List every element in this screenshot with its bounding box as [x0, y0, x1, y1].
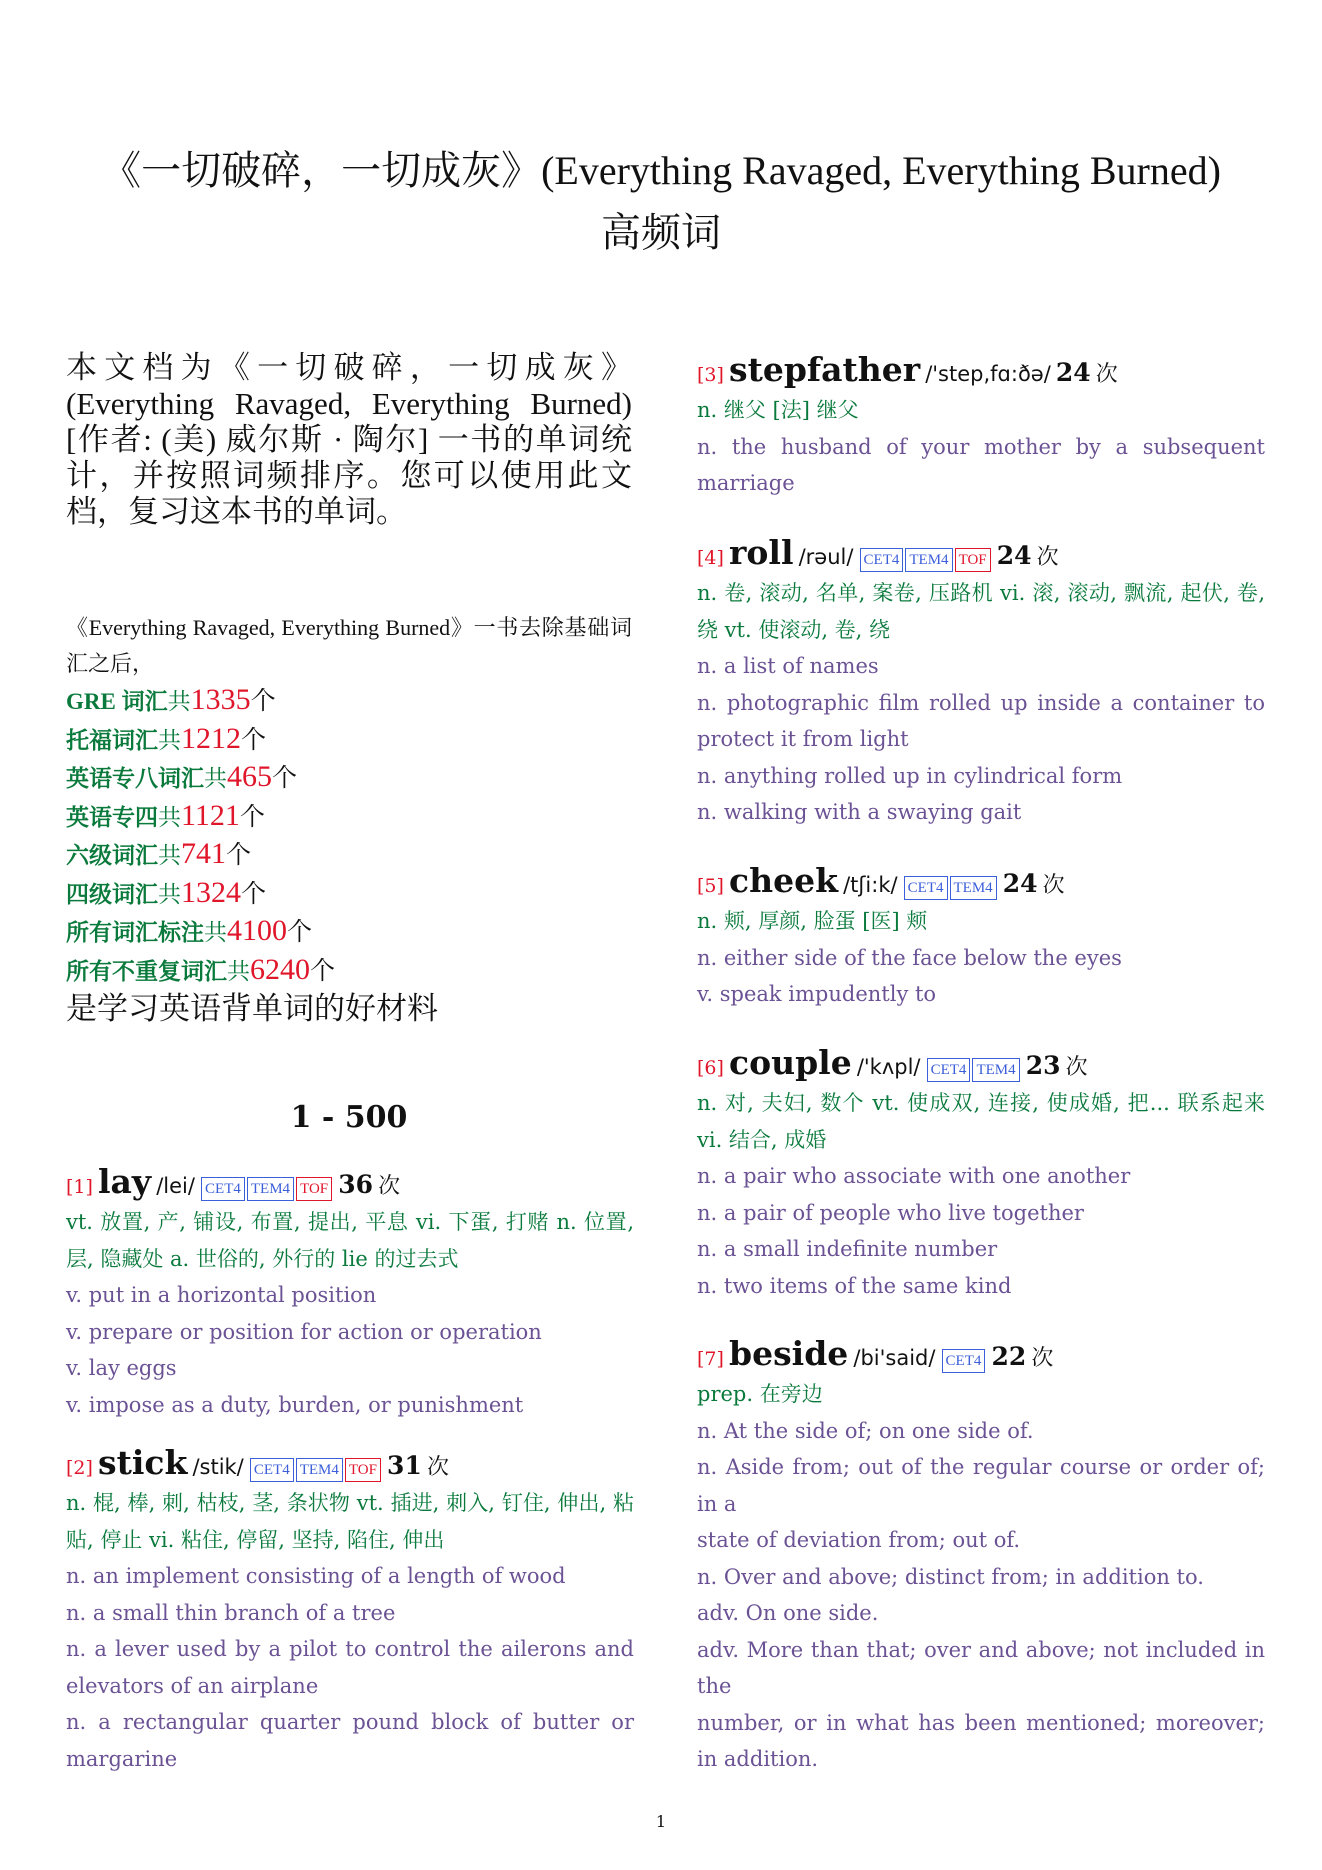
entry-phonetic: /'step,fɑ:ðə/: [925, 362, 1051, 386]
stat-all-unique: 所有不重复词汇共6240个: [66, 952, 336, 986]
stat-gre: GRE 词汇共1335个: [66, 683, 276, 716]
word-entry: [66, 1160, 634, 1423]
title-line-2: 高频词: [601, 210, 721, 255]
entry-count: 24: [1002, 869, 1038, 898]
stat-toefl: 托福词汇共1212个: [66, 721, 267, 755]
entry-word: beside: [729, 1334, 849, 1373]
entry-count: 22: [991, 1342, 1027, 1371]
entry-count: 36: [338, 1170, 374, 1199]
entry-word: cheek: [729, 861, 838, 900]
cet4-tag: CET4: [942, 1349, 986, 1373]
stat-tem8: 英语专八词汇共465个: [66, 760, 298, 793]
entry-index: [7]: [697, 1348, 724, 1370]
entry-definition: v. put in a horizontal position: [66, 1283, 377, 1307]
entry-chinese: n. 卷, 滚动, 名单, 案卷, 压路机 vi. 滚, 滚动, 飘流, 起伏, 卷, 绕 vt. 使滚动, 卷, 绕: [697, 581, 1265, 642]
entry-definition: v. prepare or position for action or operation: [66, 1319, 542, 1344]
cet4-tag: CET4: [860, 548, 904, 572]
entry-definition: n. either side of the face below the eyes: [697, 945, 1122, 970]
entry-definition: state of deviation from; out of.: [697, 1528, 1021, 1552]
entry-word: stepfather: [729, 350, 921, 389]
entry-definition: n. walking with a swaying gait: [697, 800, 1022, 824]
intro-paragraph: 本文档为《一切破碎，一切成灰》(Everything Ravaged, Everything Burned)[作者: (美) 威尔斯 · 陶尔] 一书的单词统计，并按照词频排序。您可以使用此文档，复习这本书的单词。: [66, 350, 632, 529]
entry-definition: n. a pair who associate with one another: [697, 1164, 1131, 1188]
tem4-tag: TEM4: [905, 548, 952, 572]
entry-definition: n. the husband of your mother by a subsequent marriage: [697, 434, 1265, 495]
entry-definition: n. Aside from; out of the regular course or order of; in a: [697, 1455, 1265, 1516]
entry-definition: v. impose as a duty, burden, or punishment: [66, 1392, 524, 1417]
word-entry: [697, 1332, 1265, 1778]
count-suffix: 次: [1042, 873, 1065, 898]
entry-phonetic: /bi'said/: [853, 1346, 936, 1370]
entry-chinese: n. 继父 [法] 继父: [697, 398, 859, 422]
entry-index: [1]: [66, 1176, 93, 1198]
entry-phonetic: /tʃi:k/: [843, 873, 898, 897]
cet4-tag: CET4: [904, 876, 948, 900]
count-suffix: 次: [378, 1174, 401, 1199]
count-suffix: 次: [1095, 362, 1118, 387]
entry-index: [4]: [697, 547, 724, 569]
entry-definition: n. At the side of; on one side of.: [697, 1418, 1034, 1443]
tem4-tag: TEM4: [247, 1177, 294, 1201]
tof-tag: TOF: [296, 1177, 332, 1201]
entry-index: [6]: [697, 1057, 724, 1079]
count-suffix: 次: [1065, 1055, 1088, 1080]
summary-lead: 《Everything Ravaged, Everything Burned》一书去除基础词汇之后，: [66, 615, 632, 676]
tem4-tag: TEM4: [296, 1458, 343, 1482]
entry-chinese: prep. 在旁边: [697, 1382, 823, 1406]
entry-definition: n. an implement consisting of a length of wood: [66, 1564, 566, 1588]
entry-definition: n. Over and above; distinct from; in addition to.: [697, 1564, 1204, 1589]
stat-all-tagged: 所有词汇标注共4100个: [66, 914, 313, 947]
entry-word: roll: [729, 533, 794, 572]
document-title: [40, 140, 1282, 264]
entry-definition: n. a rectangular quarter pound block of butter or margarine: [66, 1710, 634, 1771]
entry-definition: n. a list of names: [697, 654, 879, 678]
count-suffix: 次: [426, 1455, 449, 1480]
word-entry: [66, 1441, 634, 1777]
entry-chinese: vt. 放置, 产, 铺设, 布置, 提出, 平息 vi. 下蛋, 打赌 n. 位置, 层, 隐藏处 a. 世俗的, 外行的 lie 的过去式: [66, 1210, 634, 1271]
cet4-tag: CET4: [250, 1458, 294, 1482]
stat-cet6: 六级词汇共741个: [66, 837, 252, 870]
entry-index: [5]: [697, 875, 724, 897]
stat-cet4: 四级词汇共1324个: [66, 875, 267, 909]
entry-phonetic: /rəul/: [798, 545, 854, 569]
word-entry: [697, 348, 1265, 502]
page-number: 1: [655, 1812, 667, 1831]
count-suffix: 次: [1036, 545, 1059, 570]
tof-tag: TOF: [345, 1458, 381, 1482]
entry-definition: n. a small thin branch of a tree: [66, 1600, 396, 1625]
entry-word: stick: [98, 1443, 188, 1482]
entry-count: 31: [387, 1451, 422, 1480]
entry-definition: n. a small indefinite number: [697, 1237, 998, 1261]
cet4-tag: CET4: [201, 1177, 245, 1201]
entry-word: lay: [98, 1162, 152, 1201]
entry-count: 24: [1055, 358, 1091, 387]
entry-definition: v. speak impudently to: [697, 982, 937, 1006]
entry-phonetic: /stik/: [192, 1455, 244, 1479]
word-entry: [697, 1041, 1265, 1304]
entry-definition: n. a pair of people who live together: [697, 1200, 1084, 1225]
tem4-tag: TEM4: [972, 1058, 1019, 1082]
entry-definition: v. lay eggs: [66, 1356, 177, 1380]
entry-index: [3]: [697, 364, 724, 386]
entry-definition: n. a lever used by a pilot to control the ailerons and elevators of an airplane: [66, 1637, 634, 1698]
entry-definition: number, or in what has been mentioned; moreover; in addition.: [697, 1710, 1265, 1771]
title-line-1: 《一切破碎，一切成灰》(Everything Ravaged, Everything Burned): [101, 148, 1221, 193]
entry-chinese: n. 对, 夫妇, 数个 vt. 使成双, 连接, 使成婚, 把... 联系起来 vi. 结合, 成婚: [697, 1091, 1265, 1152]
entry-chinese: n. 棍, 棒, 刺, 枯枝, 茎, 条状物 vt. 插进, 刺入, 钉住, 伸出, 粘贴, 停止 vi. 粘住, 停留, 坚持, 陷住, 伸出: [66, 1491, 634, 1552]
entry-word: couple: [729, 1043, 852, 1082]
entry-count: 24: [996, 541, 1032, 570]
entry-phonetic: /lei/: [156, 1174, 195, 1198]
count-suffix: 次: [1031, 1346, 1054, 1371]
entry-chinese: n. 颊, 厚颜, 脸蛋 [医] 颊: [697, 909, 928, 933]
stat-tem4: 英语专四共1121个: [66, 798, 265, 832]
word-entry: [697, 531, 1265, 831]
entry-index: [2]: [66, 1457, 93, 1479]
entry-definition: n. anything rolled up in cylindrical form: [697, 763, 1123, 788]
tof-tag: TOF: [955, 548, 991, 572]
entry-definition: n. two items of the same kind: [697, 1273, 1012, 1298]
tem4-tag: TEM4: [950, 876, 997, 900]
word-entry: [697, 859, 1265, 1013]
cet4-tag: CET4: [927, 1058, 971, 1082]
entry-definition: adv. On one side.: [697, 1601, 879, 1625]
summary-closing: 是学习英语背单词的好材料: [66, 991, 438, 1026]
entry-definition: adv. More than that; over and above; not included in the: [697, 1637, 1265, 1698]
entry-count: 23: [1025, 1051, 1061, 1080]
entry-phonetic: /'kʌpl/: [856, 1055, 921, 1079]
range-heading: 1 - 500: [290, 1100, 408, 1135]
entry-definition: n. photographic film rolled up inside a container to protect it from light: [697, 690, 1265, 751]
vocabulary-summary: [66, 610, 632, 1028]
